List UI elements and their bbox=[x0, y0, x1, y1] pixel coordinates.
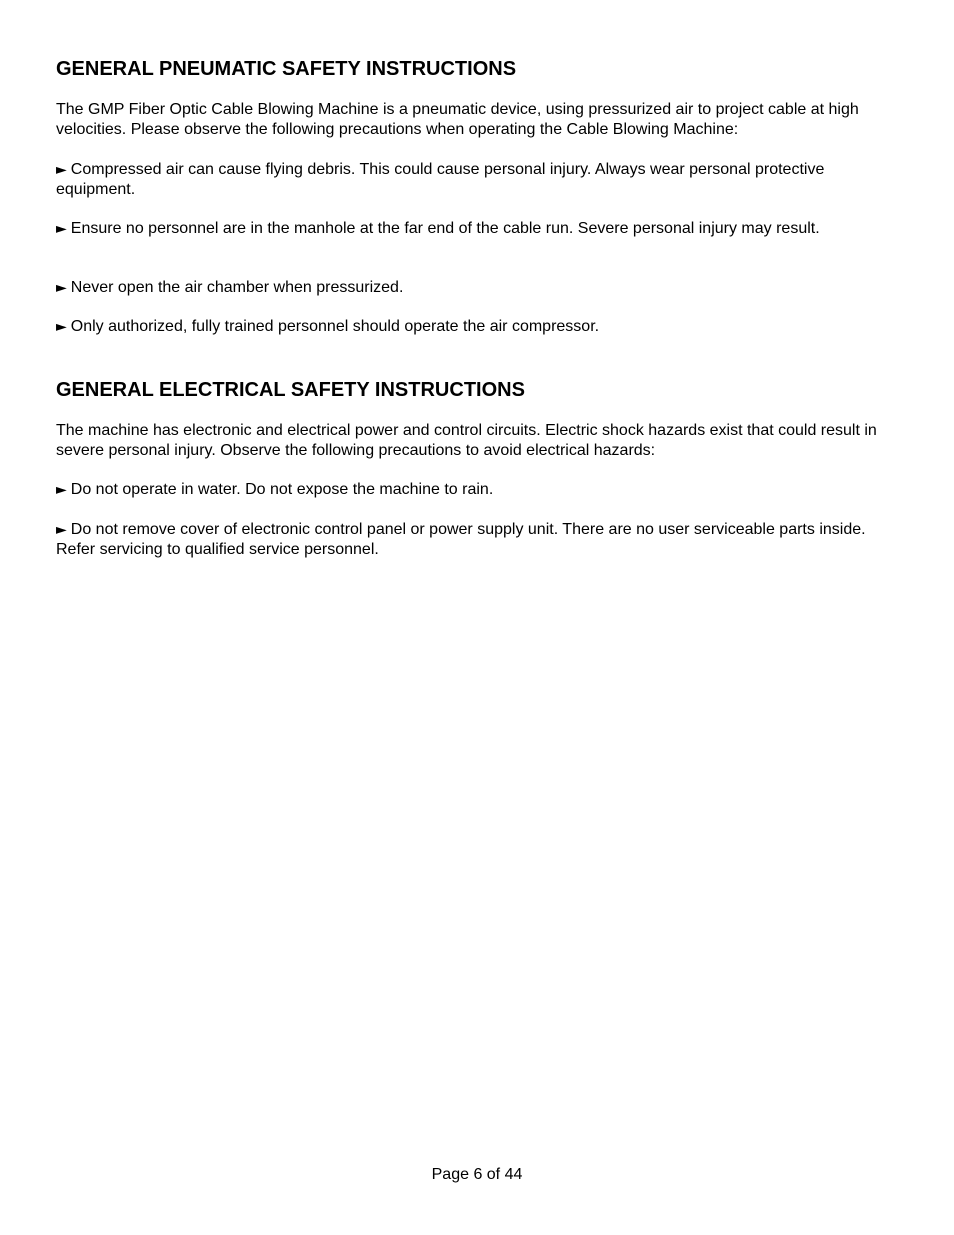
electrical-intro: The machine has electronic and electrical power and control circuits. Electric shock hazards exist that could result in severe personal injury. Observe the following precautions to avoid electrical hazards: bbox=[56, 422, 877, 459]
bullet-text: Only authorized, fully trained personnel should operate the air compressor. bbox=[70, 318, 600, 335]
bullet-text: Ensure no personnel are in the manhole at the far end of the cable run. Severe personal injury may result. bbox=[70, 220, 820, 237]
bullet-text: Do not remove cover of electronic control panel or power supply unit. There are no user serviceable parts inside. Refer servicing to qualified service personnel. bbox=[56, 521, 866, 558]
electrical-bullet bbox=[56, 480, 906, 500]
electrical-bullet bbox=[56, 520, 906, 560]
bullet-arrow-icon: ► bbox=[56, 319, 67, 335]
electrical-heading: GENERAL ELECTRICAL SAFETY INSTRUCTIONS bbox=[56, 379, 525, 401]
bullet-arrow-icon: ► bbox=[56, 221, 67, 237]
page-number: Page 6 of 44 bbox=[431, 1166, 523, 1183]
bullet-arrow-icon: ► bbox=[56, 162, 67, 178]
pneumatic-bullet bbox=[56, 278, 906, 298]
pneumatic-bullet bbox=[56, 219, 906, 239]
pneumatic-bullet bbox=[56, 317, 906, 337]
bullet-text: Never open the air chamber when pressurized. bbox=[70, 279, 404, 296]
pneumatic-intro: The GMP Fiber Optic Cable Blowing Machine is a pneumatic device, using pressurized air to project cable at high velocities. Please observe the following precautions when operating the Cable Blowing Machine: bbox=[56, 101, 859, 138]
bullet-arrow-icon: ► bbox=[56, 522, 67, 538]
bullet-arrow-icon: ► bbox=[56, 280, 67, 296]
pneumatic-bullet bbox=[56, 160, 906, 200]
bullet-text: Compressed air can cause flying debris. This could cause personal injury. Always wear personal protective equipment. bbox=[56, 161, 825, 198]
pneumatic-heading: GENERAL PNEUMATIC SAFETY INSTRUCTIONS bbox=[56, 58, 517, 80]
bullet-arrow-icon: ► bbox=[56, 482, 67, 498]
bullet-text: Do not operate in water. Do not expose the machine to rain. bbox=[70, 481, 494, 498]
